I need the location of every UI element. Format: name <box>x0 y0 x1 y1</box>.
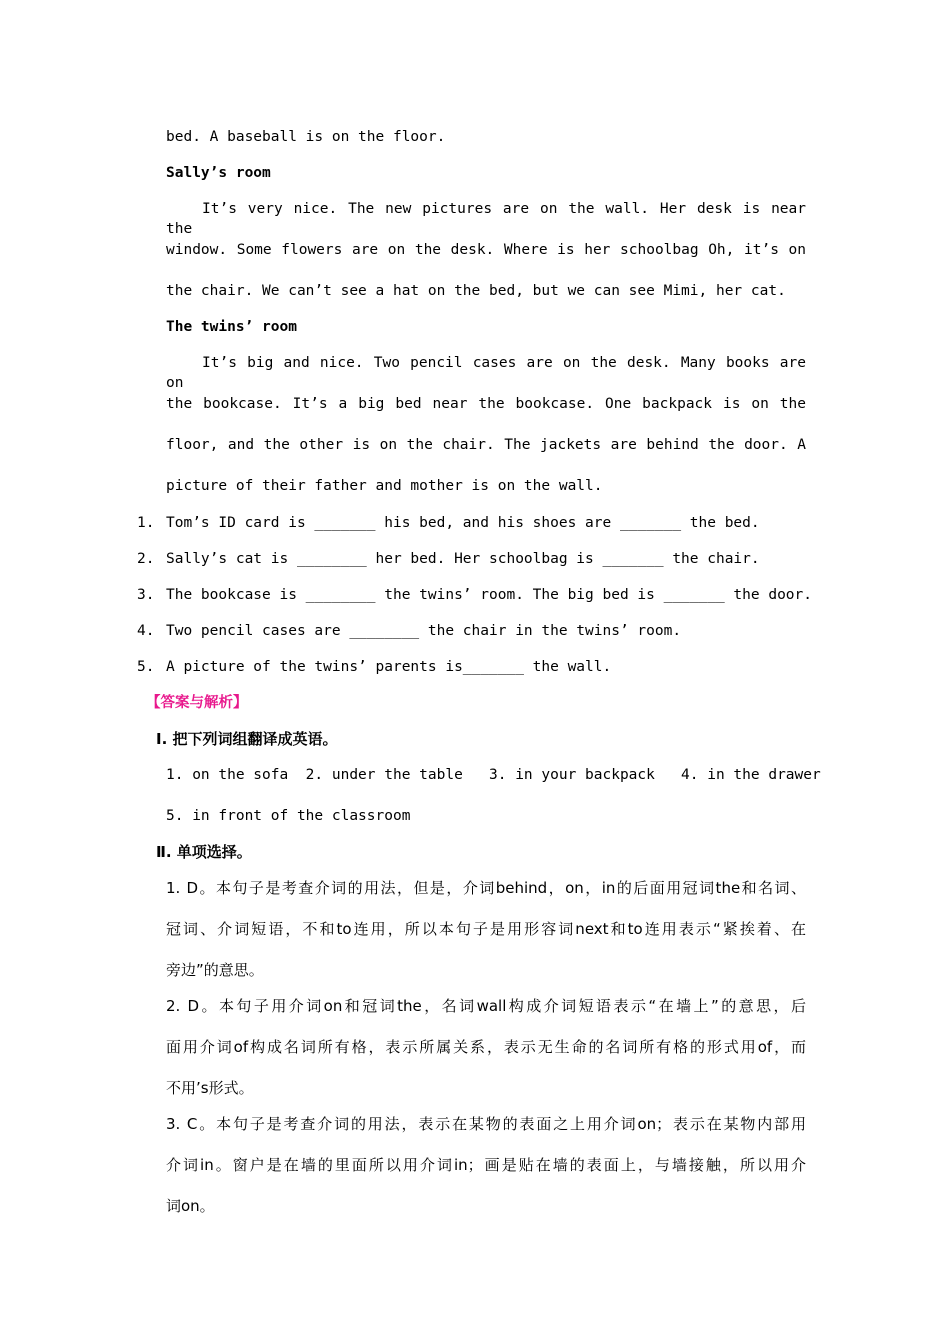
twins-paragraph-line-3: floor, and the other is on the chair. The jackets are behind the door. A <box>166 437 806 453</box>
twins-paragraph-line-2: the bookcase. It’s a big bed near the bookcase. One backpack is on the <box>166 396 806 412</box>
question-text-4: Two pencil cases are ________ the chair in the twins’ room. <box>166 623 682 639</box>
question-number-5: 5. <box>137 659 155 675</box>
explanation-3-line-2: 介词in。窗户是在墙的里面所以用介词in；画是贴在墙的表面上，与墙接触，所以用介 <box>166 1156 806 1174</box>
explanation-1-line-1: 1. D。本句子是考查介词的用法，但是，介词behind，on，in的后面用冠词the和名词、 <box>166 879 806 897</box>
section1-answers-line-2: 5. in front of the classroom <box>166 808 411 824</box>
question-number-1: 1. <box>137 515 155 531</box>
sally-room-heading: Sally’s room <box>166 165 271 181</box>
twins-paragraph-line-4: picture of their father and mother is on the wall. <box>166 478 603 494</box>
twins-room-heading: The twins’ room <box>166 319 297 335</box>
question-text-5: A picture of the twins’ parents is_______ the wall. <box>166 659 612 675</box>
twins-paragraph-line-1: It’s big and nice. Two pencil cases are on the desk. Many books are on <box>166 355 806 391</box>
sally-paragraph-line-2: window. Some flowers are on the desk. Where is her schoolbag Oh, it’s on <box>166 242 806 258</box>
explanation-2-line-3: 不用’s形式。 <box>166 1079 254 1097</box>
sally-paragraph-line-3: the chair. We can’t see a hat on the bed, but we can see Mimi, her cat. <box>166 283 786 299</box>
question-text-2: Sally’s cat is ________ her bed. Her schoolbag is _______ the chair. <box>166 551 760 567</box>
explanation-3-line-1: 3. C。本句子是考查介词的用法，表示在某物的表面之上用介词on；表示在某物内部用 <box>166 1115 806 1133</box>
section1-answers-line-1: 1. on the sofa 2. under the table 3. in your backpack 4. in the drawer <box>166 767 821 783</box>
sally-paragraph-line-1: It’s very nice. The new pictures are on the wall. Her desk is near the <box>166 201 806 237</box>
question-text-1: Tom’s ID card is _______ his bed, and his shoes are _______ the bed. <box>166 515 760 531</box>
explanation-3-line-3: 词on。 <box>166 1197 215 1215</box>
explanation-2-line-1: 2. D。本句子用介词on和冠词the，名词wall构成介词短语表示“在墙上”的意思，后 <box>166 997 806 1015</box>
explanation-1-line-3: 旁边”的意思。 <box>166 961 264 979</box>
question-number-2: 2. <box>137 551 155 567</box>
passage-tom-tail: bed. A baseball is on the floor. <box>166 129 446 145</box>
section1-title: Ⅰ. 把下列词组翻译成英语。 <box>156 730 338 748</box>
explanation-1-line-2: 冠词、介词短语，不和to连用，所以本句子是用形容词next和to连用表示“紧挨着、在 <box>166 920 806 938</box>
section2-title: Ⅱ. 单项选择。 <box>156 843 252 861</box>
explanation-2-line-2: 面用介词of构成名词所有格，表示所属关系，表示无生命的名词所有格的形式用of，而 <box>166 1038 806 1056</box>
question-text-3: The bookcase is ________ the twins’ room. The big bed is _______ the door. <box>166 587 813 603</box>
question-number-3: 3. <box>137 587 155 603</box>
question-number-4: 4. <box>137 623 155 639</box>
answers-heading: 【答案与解析】 <box>146 695 248 711</box>
